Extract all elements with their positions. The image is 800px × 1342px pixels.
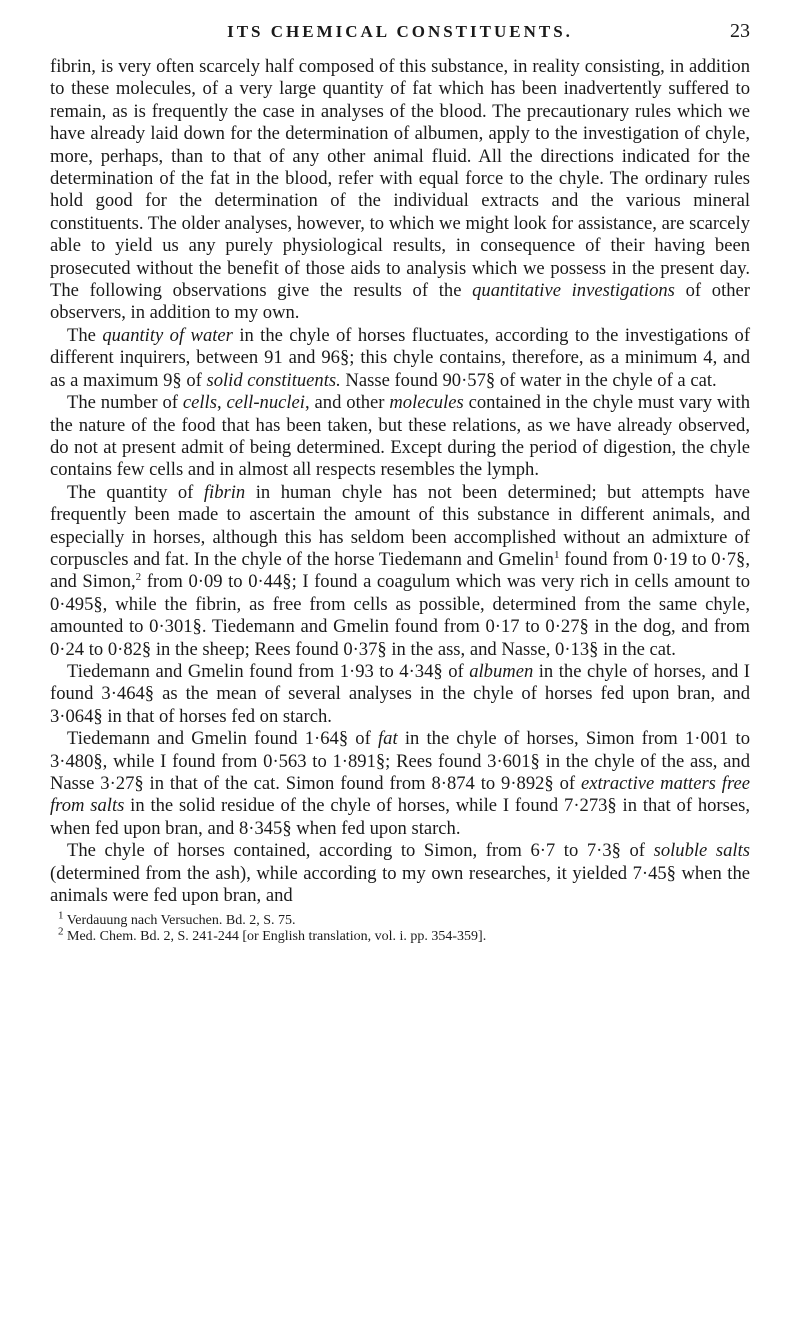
footnote-text: Med. Chem. Bd. 2, S. 241-244 [or English translation, vol. i. pp. 354-359].: [67, 929, 487, 945]
text-run: in human chyle has not been determined; but attempts have frequently been made to ascertain the amount of this substance in different animals, and especially in horses, although this has seldom been accomplished without an admixture of corpuscles and fat. In the chyle of the horse Tiedemann and Gmelin: [50, 481, 751, 570]
text-run: found from 0·19 to 0·7§, and Simon,: [50, 548, 750, 593]
footnote-reference: 1: [553, 548, 560, 561]
running-head: [50, 0, 750, 50]
text-run: Tiedemann and Gmelin found 1·64§ of: [67, 728, 378, 750]
text-run: from 0·09 to 0·44§; I found a coagulum which was very rich in cells amount to 0·495§, while the fibrin, as free from cells as possible, determined from the same chyle, amounted to 0·301§. Tiedemann and Gmelin found from 0·17 to 0·27§ in the dog, and from 0·24 to 0·82§ in the sheep; Rees found 0·37§ in the ass, and Nasse, 0·13§ in the cat.: [50, 571, 750, 660]
emphasized-term: fibrin: [203, 481, 246, 503]
emphasized-term: extractive matters free from salts: [50, 773, 751, 817]
footnote-text: Verdauung nach Versuchen. Bd. 2, S. 75.: [66, 913, 296, 929]
text-run: (determined from the ash), while according to my own researches, it yielded 7·45§ when the animals were fed upon bran, and: [50, 862, 750, 907]
text-run: Nasse found 90·57§ of water in the chyle of a cat.: [340, 369, 717, 391]
footnote-reference: 2: [135, 571, 142, 584]
text-run: , and other: [304, 392, 390, 414]
text-run: in the chyle of horses, Simon from 1·001 to 3·480§, while I found from 0·563 to 1·891§; Rees found 3·601§ in the chyle of the ass, and Nasse 3·27§ in that of the cat. Simon found from 8·874 to 9·892§ of: [50, 728, 750, 794]
emphasized-term: solid constituents.: [206, 369, 341, 391]
text-run: The chyle of horses contained, according to Simon, from 6·7 to 7·3§ of: [67, 840, 654, 862]
text-run: in the solid residue of the chyle of horses, while I found 7·273§ in that of horses, when fed upon bran, and 8·345§ when fed upon starch.: [50, 795, 750, 839]
emphasized-term: quantitative investigations: [472, 280, 675, 302]
text-run: The: [67, 324, 103, 346]
emphasized-term: albumen: [469, 660, 534, 682]
emphasized-term: soluble salts: [653, 840, 750, 862]
text-run: in the chyle of horses fluctuates, according to the investigations of different inquirers, between 91 and 96§; this chyle contains, therefore, as a minimum 4, and as a maximum 9§ of: [50, 324, 751, 391]
page-number: 23: [730, 20, 750, 42]
paragraph: [50, 392, 750, 482]
footnote: [50, 909, 750, 929]
footnote-mark: 2: [58, 925, 64, 938]
footnote: [50, 925, 750, 945]
body-text: [50, 56, 750, 907]
footnote-mark: 1: [58, 909, 64, 922]
emphasized-term: fat: [378, 728, 398, 750]
paragraph: [50, 56, 750, 325]
emphasized-term: cells: [182, 392, 217, 414]
paragraph: [50, 840, 750, 907]
text-run: Tiedemann and Gmelin found from 1·93 to 4·34§ of: [67, 660, 470, 682]
paragraph: [50, 661, 750, 728]
paragraph: [50, 482, 750, 661]
text-run: fibrin, is very often scarcely half composed of this substance, in reality consisting, in addition to these molecules, of a very large quantity of fat which has been inadvertently suffered to remain, as is frequently the case in analyses of the blood. The precautionary rules which we have already laid down for the determination of albumen, apply to the investigation of chyle, more, perhaps, than to that of any other animal fluid. All the directions indicated for the determination of the fat in the blood, refer with equal force to the chyle. The ordinary rules hold good for the determination of the individual extracts and the various mineral constituents. The older analyses, however, to which we might look for assistance, are scarcely able to yield us any purely physiological results, in consequence of their having been prosecuted without the benefit of those aids to analysis which we possess in the present day. The following observations give the results of the: [50, 56, 750, 302]
text-run: The quantity of: [67, 481, 204, 503]
text-run: of other observers, in addition to my own.: [50, 280, 750, 324]
text-run: in the chyle of horses, and I found 3·464§ as the mean of several analyses in the chyle of horses fed upon bran, and 3·064§ in that of horses fed on starch.: [50, 660, 751, 727]
emphasized-term: molecules: [389, 392, 464, 414]
text-run: ,: [216, 392, 227, 414]
paragraph: [50, 728, 750, 840]
footnotes: [50, 909, 750, 945]
emphasized-term: cell-nuclei: [226, 392, 305, 414]
paragraph: [50, 325, 750, 392]
text-run: The number of: [67, 392, 183, 414]
text-run: contained in the chyle must vary with the nature of the food that has been taken, but these relations, as we have already observed, do not at present admit of being determined. Except during the period of digestion, the chyle contains few cells and in almost all respects resembles the lymph.: [50, 392, 750, 481]
emphasized-term: quantity of water: [102, 324, 233, 346]
running-title: ITS CHEMICAL CONSTITUENTS.: [227, 22, 573, 41]
